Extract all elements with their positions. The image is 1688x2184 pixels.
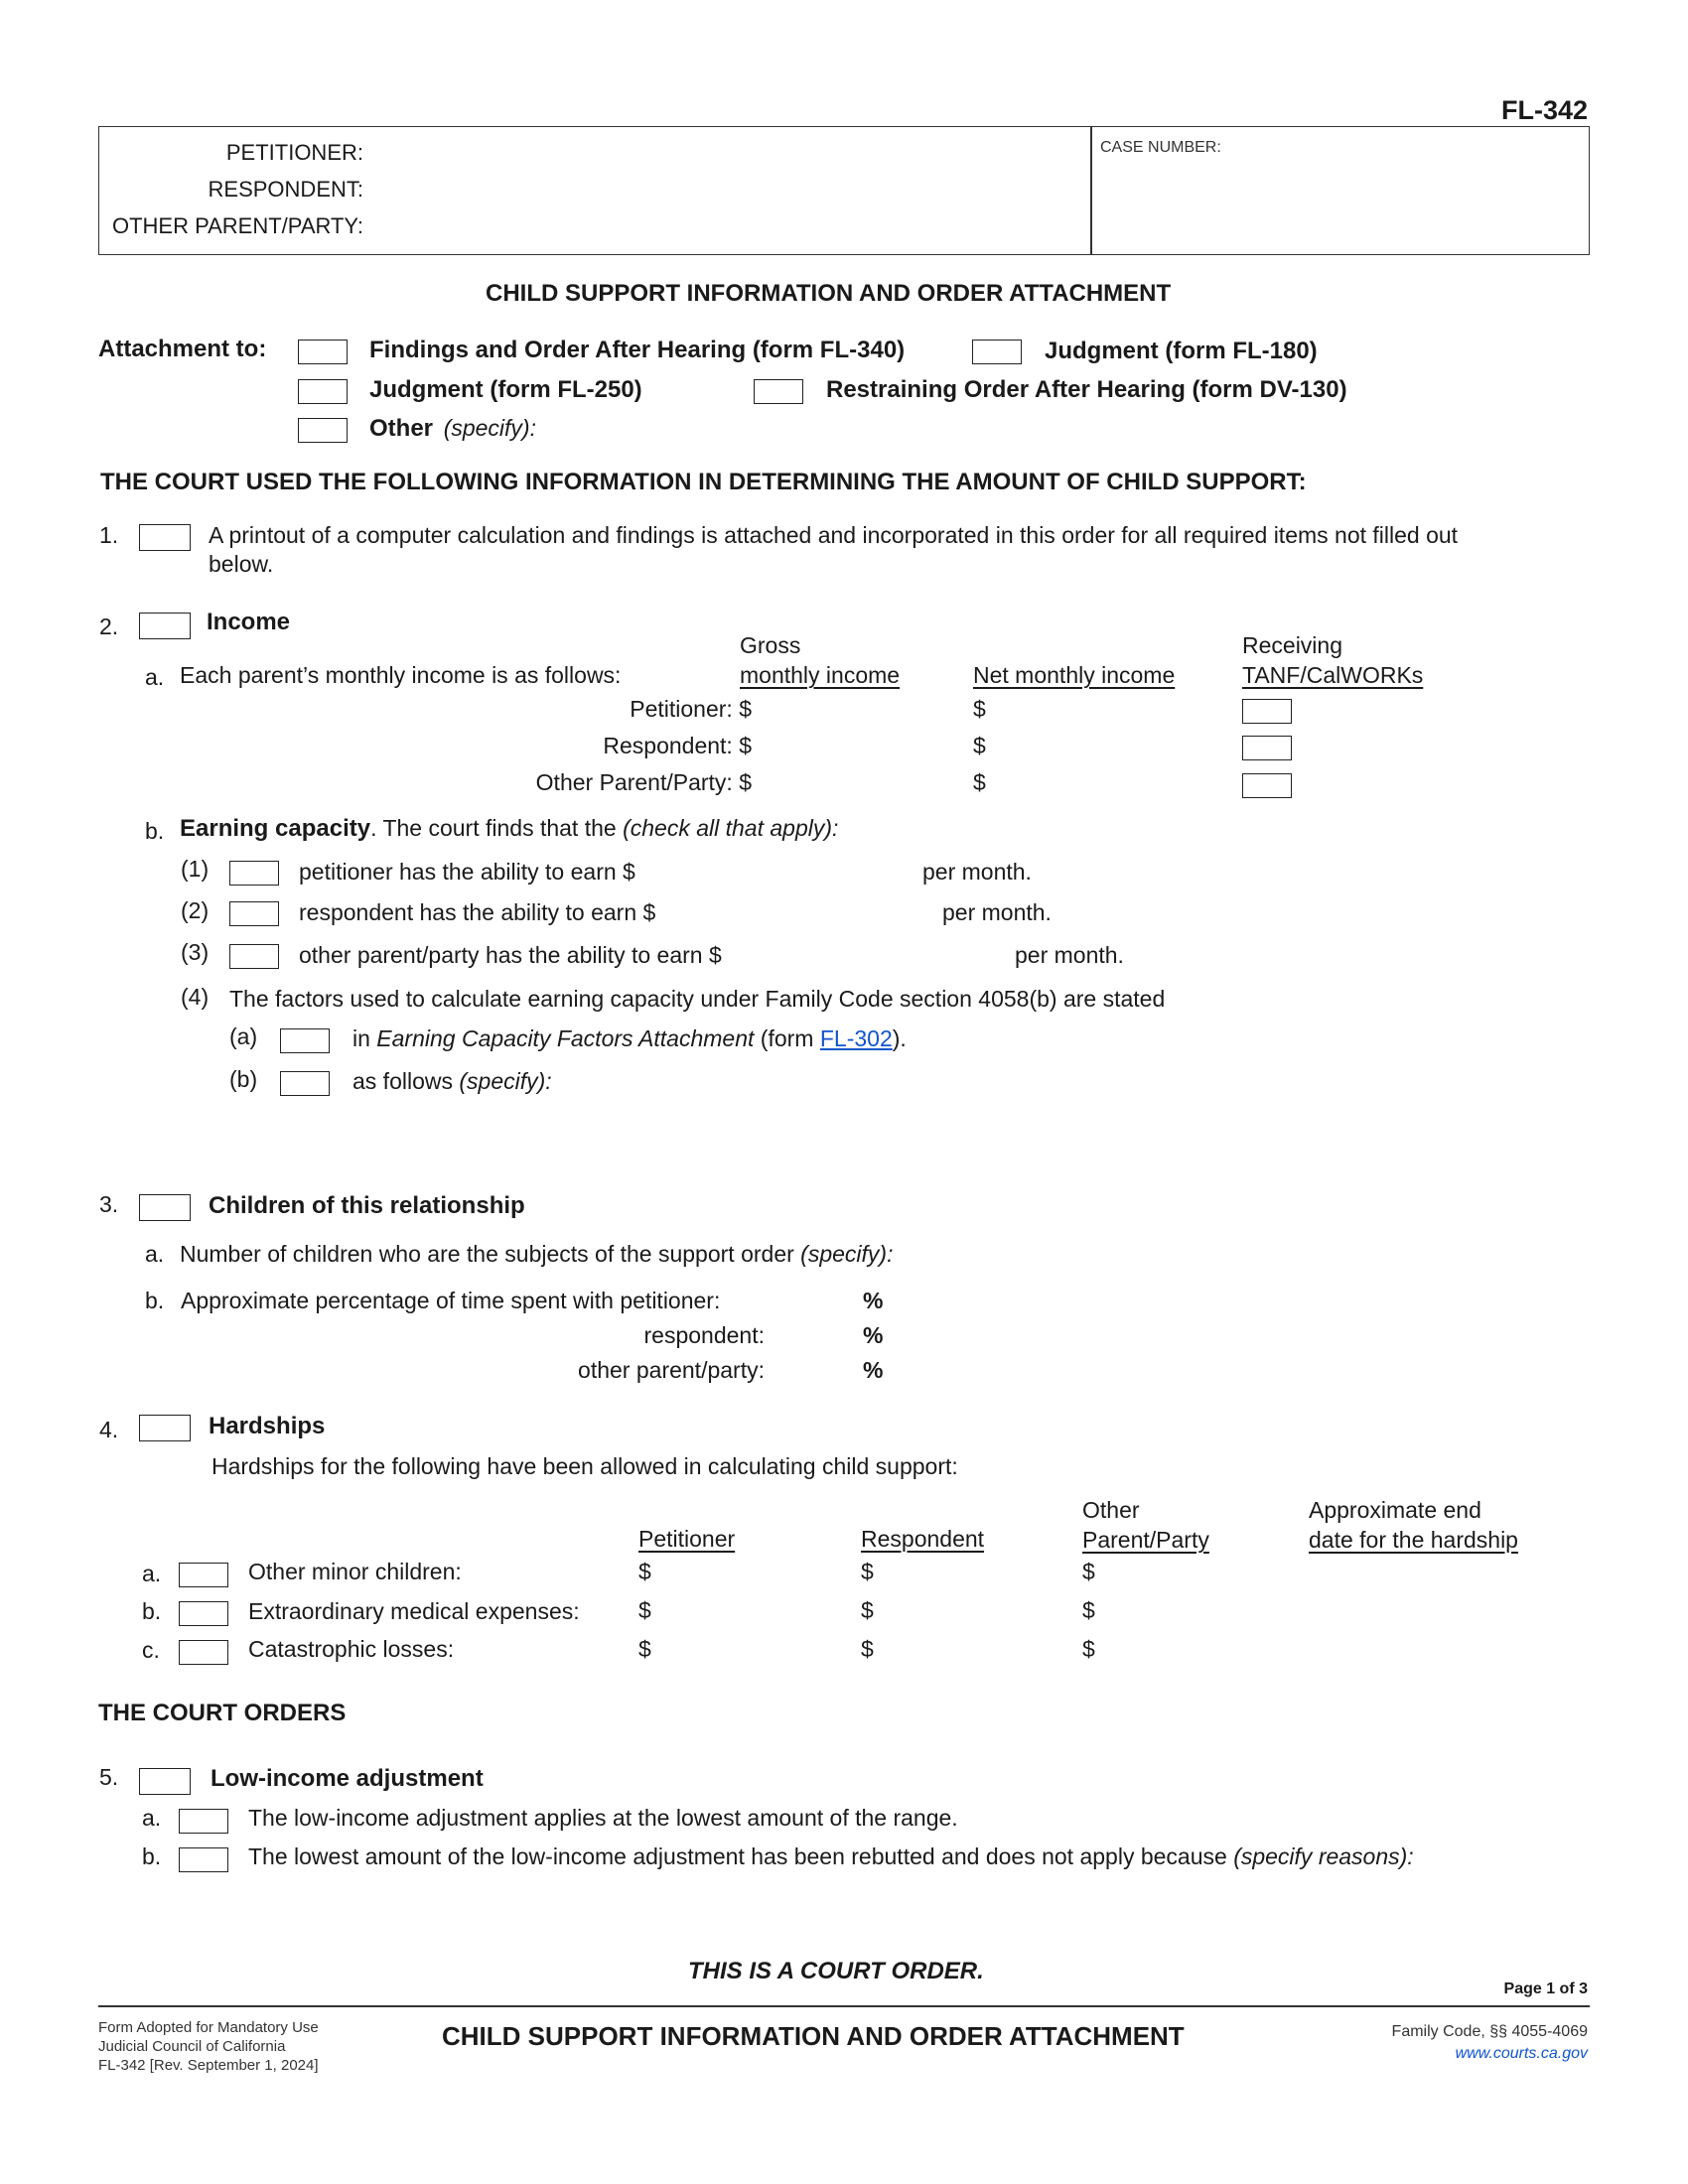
- item5b-text: [248, 1843, 1414, 1870]
- judgment-fl250-checkbox[interactable]: [298, 379, 348, 404]
- court-order-notice: THIS IS A COURT ORDER.: [688, 1958, 984, 1984]
- footer-rule: [98, 2005, 1590, 2007]
- judgment-fl180-label: Judgment (form FL-180): [1045, 338, 1318, 364]
- item2b4a-text: [352, 1025, 907, 1052]
- item5b-plain: The lowest amount of the low-income adjustment has been rebutted and does not apply because: [248, 1843, 1234, 1869]
- item5b-letter: b.: [142, 1843, 162, 1869]
- court-orders-heading: THE COURT ORDERS: [98, 1700, 347, 1726]
- hardship-a-other-dollar: $: [1082, 1559, 1095, 1584]
- income-row-petitioner-net: $: [973, 696, 986, 722]
- hardship-c-label: Catastrophic losses:: [248, 1636, 455, 1662]
- hardship-b-pet-dollar: $: [638, 1597, 651, 1623]
- item2b1-checkbox[interactable]: [229, 861, 279, 886]
- hardship-b-letter: b.: [142, 1598, 162, 1624]
- restraining-order-checkbox[interactable]: [754, 379, 803, 404]
- item2b1-text: petitioner has the ability to earn $: [299, 859, 635, 885]
- item3a-letter: a.: [145, 1241, 165, 1267]
- col-end-line2: date for the hardship: [1309, 1527, 1518, 1553]
- item1-text-line2: below.: [209, 551, 274, 577]
- petitioner-field[interactable]: [369, 137, 1084, 169]
- item2b4b-checkbox[interactable]: [280, 1071, 330, 1096]
- hardship-b-other-dollar: $: [1082, 1597, 1095, 1623]
- hardship-a-checkbox[interactable]: [179, 1563, 228, 1587]
- case-number-field[interactable]: [1098, 169, 1585, 248]
- item2b1-number: (1): [181, 856, 210, 882]
- footer-code: Family Code, §§ 4055-4069: [1391, 2023, 1588, 2040]
- other-parent-label: OTHER PARENT/PARTY:: [111, 213, 363, 238]
- court-used-heading: THE COURT USED THE FOLLOWING INFORMATION IN DETERMINING THE AMOUNT OF CHILD SUPPORT:: [100, 469, 1307, 495]
- col-end-line1: Approximate end: [1309, 1497, 1481, 1523]
- item5-title: Low-income adjustment: [211, 1765, 484, 1792]
- hardship-c-letter: c.: [142, 1637, 160, 1663]
- item2a-letter: a.: [145, 664, 165, 690]
- item2b4b-italic: (specify):: [459, 1068, 552, 1094]
- other-attachment-checkbox[interactable]: [298, 418, 348, 443]
- footer-website[interactable]: www.courts.ca.gov: [1455, 2045, 1588, 2062]
- case-number-label: CASE NUMBER:: [1100, 139, 1221, 156]
- item2b4a-number: (a): [229, 1024, 258, 1049]
- restraining-order-label: Restraining Order After Hearing (form DV-130): [826, 376, 1347, 403]
- item3b-other: other parent/party:: [578, 1357, 765, 1383]
- item2b4a-post: ).: [892, 1025, 907, 1051]
- footer-title: CHILD SUPPORT INFORMATION AND ORDER ATTACHMENT: [442, 2021, 1185, 2051]
- item2b2-per-month: per month.: [942, 899, 1052, 925]
- footer-adopted-1: Form Adopted for Mandatory Use: [98, 2019, 319, 2036]
- item2b3-per-month: per month.: [1015, 942, 1124, 968]
- hardship-a-letter: a.: [142, 1561, 162, 1586]
- item5a-text: The low-income adjustment applies at the lowest amount of the range.: [248, 1805, 958, 1831]
- item2b2-checkbox[interactable]: [229, 901, 279, 926]
- earning-capacity-title: Earning capacity: [180, 815, 371, 842]
- findings-label: Findings and Order After Hearing (form FL-340): [369, 337, 906, 363]
- footer-adopted-2: Judicial Council of California: [98, 2038, 286, 2055]
- hardship-b-checkbox[interactable]: [179, 1601, 228, 1626]
- item2b-text: [180, 815, 838, 843]
- col-net-income: Net monthly income: [973, 662, 1176, 688]
- item5b-italic: (specify reasons):: [1233, 1843, 1414, 1869]
- judgment-fl250-label: Judgment (form FL-250): [369, 376, 642, 403]
- item5a-letter: a.: [142, 1805, 162, 1831]
- item2b2-text: respondent has the ability to earn $: [299, 899, 656, 925]
- hardship-b-label: Extraordinary medical expenses:: [248, 1598, 580, 1624]
- respondent-field[interactable]: [369, 174, 1084, 205]
- item3b-text: Approximate percentage of time spent with petitioner:: [181, 1288, 721, 1313]
- item2a-text: Each parent’s monthly income is as follows:: [180, 662, 622, 688]
- item4-intro: Hardships for the following have been allowed in calculating child support:: [211, 1453, 958, 1479]
- item2b3-number: (3): [181, 939, 210, 965]
- item2b4-number: (4): [181, 984, 210, 1010]
- hardship-a-label: Other minor children:: [248, 1559, 462, 1584]
- hardship-c-checkbox[interactable]: [179, 1640, 228, 1665]
- footer-adopted-3: FL-342 [Rev. September 1, 2024]: [98, 2057, 319, 2074]
- item4-checkbox[interactable]: [139, 1415, 191, 1441]
- item2b-letter: b.: [145, 818, 165, 844]
- item5-number: 5.: [99, 1764, 119, 1790]
- item3-title: Children of this relationship: [209, 1192, 525, 1219]
- income-row-other-net: $: [973, 769, 986, 795]
- item2b4a-italic: Earning Capacity Factors Attachment: [376, 1025, 755, 1051]
- respondent-label: RESPONDENT:: [208, 177, 363, 202]
- item1-number: 1.: [99, 522, 119, 548]
- tanf-checkbox-other[interactable]: [1242, 773, 1292, 798]
- item5-checkbox[interactable]: [139, 1768, 191, 1795]
- item2b4b-plain: as follows: [352, 1068, 460, 1094]
- item4-number: 4.: [99, 1417, 119, 1442]
- hardship-a-pet-dollar: $: [638, 1559, 651, 1584]
- item2-checkbox[interactable]: [139, 613, 191, 639]
- item2-title: Income: [207, 609, 291, 635]
- item2b4a-mid: (form: [754, 1025, 820, 1051]
- item2b4a-pre: in: [352, 1025, 377, 1051]
- hardship-c-other-dollar: $: [1082, 1636, 1095, 1662]
- item2b3-text: other parent/party has the ability to earn $: [299, 942, 722, 968]
- item2b1-per-month: per month.: [922, 859, 1032, 885]
- caption-divider: [1090, 127, 1092, 254]
- findings-checkbox[interactable]: [298, 340, 348, 364]
- col-respondent: Respondent: [861, 1526, 985, 1552]
- col-gross-line2: monthly income: [740, 662, 901, 688]
- hardship-c-pet-dollar: $: [638, 1636, 651, 1662]
- pct-respondent: %: [863, 1322, 884, 1348]
- hardship-a-resp-dollar: $: [861, 1559, 874, 1584]
- income-row-respondent-net: $: [973, 733, 986, 758]
- item2b4a-checkbox[interactable]: [280, 1028, 330, 1053]
- item2-number: 2.: [99, 614, 119, 639]
- attachment-label: Attachment to:: [98, 336, 267, 362]
- item2b4-text: The factors used to calculate earning capacity under Family Code section 4058(b) are stated: [229, 986, 1166, 1012]
- income-row-respondent-label: Respondent: $: [603, 733, 752, 758]
- item3b-respondent: respondent:: [643, 1322, 765, 1348]
- pct-other: %: [863, 1357, 884, 1383]
- other-attachment-text: Other: [369, 415, 434, 442]
- hardship-b-resp-dollar: $: [861, 1597, 874, 1623]
- item3-number: 3.: [99, 1191, 119, 1217]
- item2b3-checkbox[interactable]: [229, 944, 279, 969]
- item5b-checkbox[interactable]: [179, 1847, 228, 1872]
- col-other-line1: Other: [1082, 1497, 1140, 1523]
- income-row-petitioner-label: Petitioner: $: [630, 696, 752, 722]
- item3a-text: [180, 1241, 893, 1268]
- item3b-letter: b.: [145, 1288, 165, 1313]
- income-row-other-label: Other Parent/Party: $: [535, 769, 752, 795]
- other-parent-field[interactable]: [369, 210, 1084, 242]
- col-tanf-line2: TANF/CalWORKs: [1242, 662, 1424, 688]
- col-receiving-line1: Receiving: [1242, 632, 1342, 658]
- earning-capacity-text: . The court finds that the: [370, 815, 617, 841]
- item1-text-line1: A printout of a computer calculation and findings is attached and incorporated in this order for all required items not filled out: [209, 522, 1459, 548]
- judgment-fl180-checkbox[interactable]: [972, 340, 1022, 364]
- col-gross-line1: Gross: [740, 632, 801, 658]
- pct-petitioner: %: [863, 1288, 884, 1313]
- item3-checkbox[interactable]: [139, 1194, 191, 1221]
- hardship-c-resp-dollar: $: [861, 1636, 874, 1662]
- earning-capacity-italic: (check all that apply):: [623, 815, 839, 841]
- col-other-line2: Parent/Party: [1082, 1527, 1209, 1553]
- item2b2-number: (2): [181, 897, 210, 923]
- other-attachment-specify: (specify):: [443, 415, 536, 441]
- petitioner-label: PETITIONER:: [225, 140, 363, 165]
- fl302-link[interactable]: FL-302: [819, 1025, 893, 1051]
- col-petitioner: Petitioner: [638, 1526, 736, 1552]
- form-id: FL-342: [1500, 95, 1588, 125]
- item2b4b-text: [352, 1068, 552, 1095]
- page-number: Page 1 of 3: [1503, 1980, 1588, 1997]
- item2b4b-number: (b): [229, 1066, 258, 1092]
- other-attachment-label: [369, 415, 536, 443]
- item4-title: Hardships: [209, 1413, 326, 1439]
- tanf-checkbox-respondent[interactable]: [1242, 736, 1292, 760]
- item3a-plain: Number of children who are the subjects of the support order: [180, 1241, 801, 1267]
- tanf-checkbox-petitioner[interactable]: [1242, 699, 1292, 724]
- item1-checkbox[interactable]: [139, 524, 191, 551]
- form-title: CHILD SUPPORT INFORMATION AND ORDER ATTACHMENT: [486, 280, 1172, 307]
- item3a-italic: (specify):: [800, 1241, 894, 1267]
- item5a-checkbox[interactable]: [179, 1809, 228, 1834]
- other-attachment-field[interactable]: [556, 411, 1589, 443]
